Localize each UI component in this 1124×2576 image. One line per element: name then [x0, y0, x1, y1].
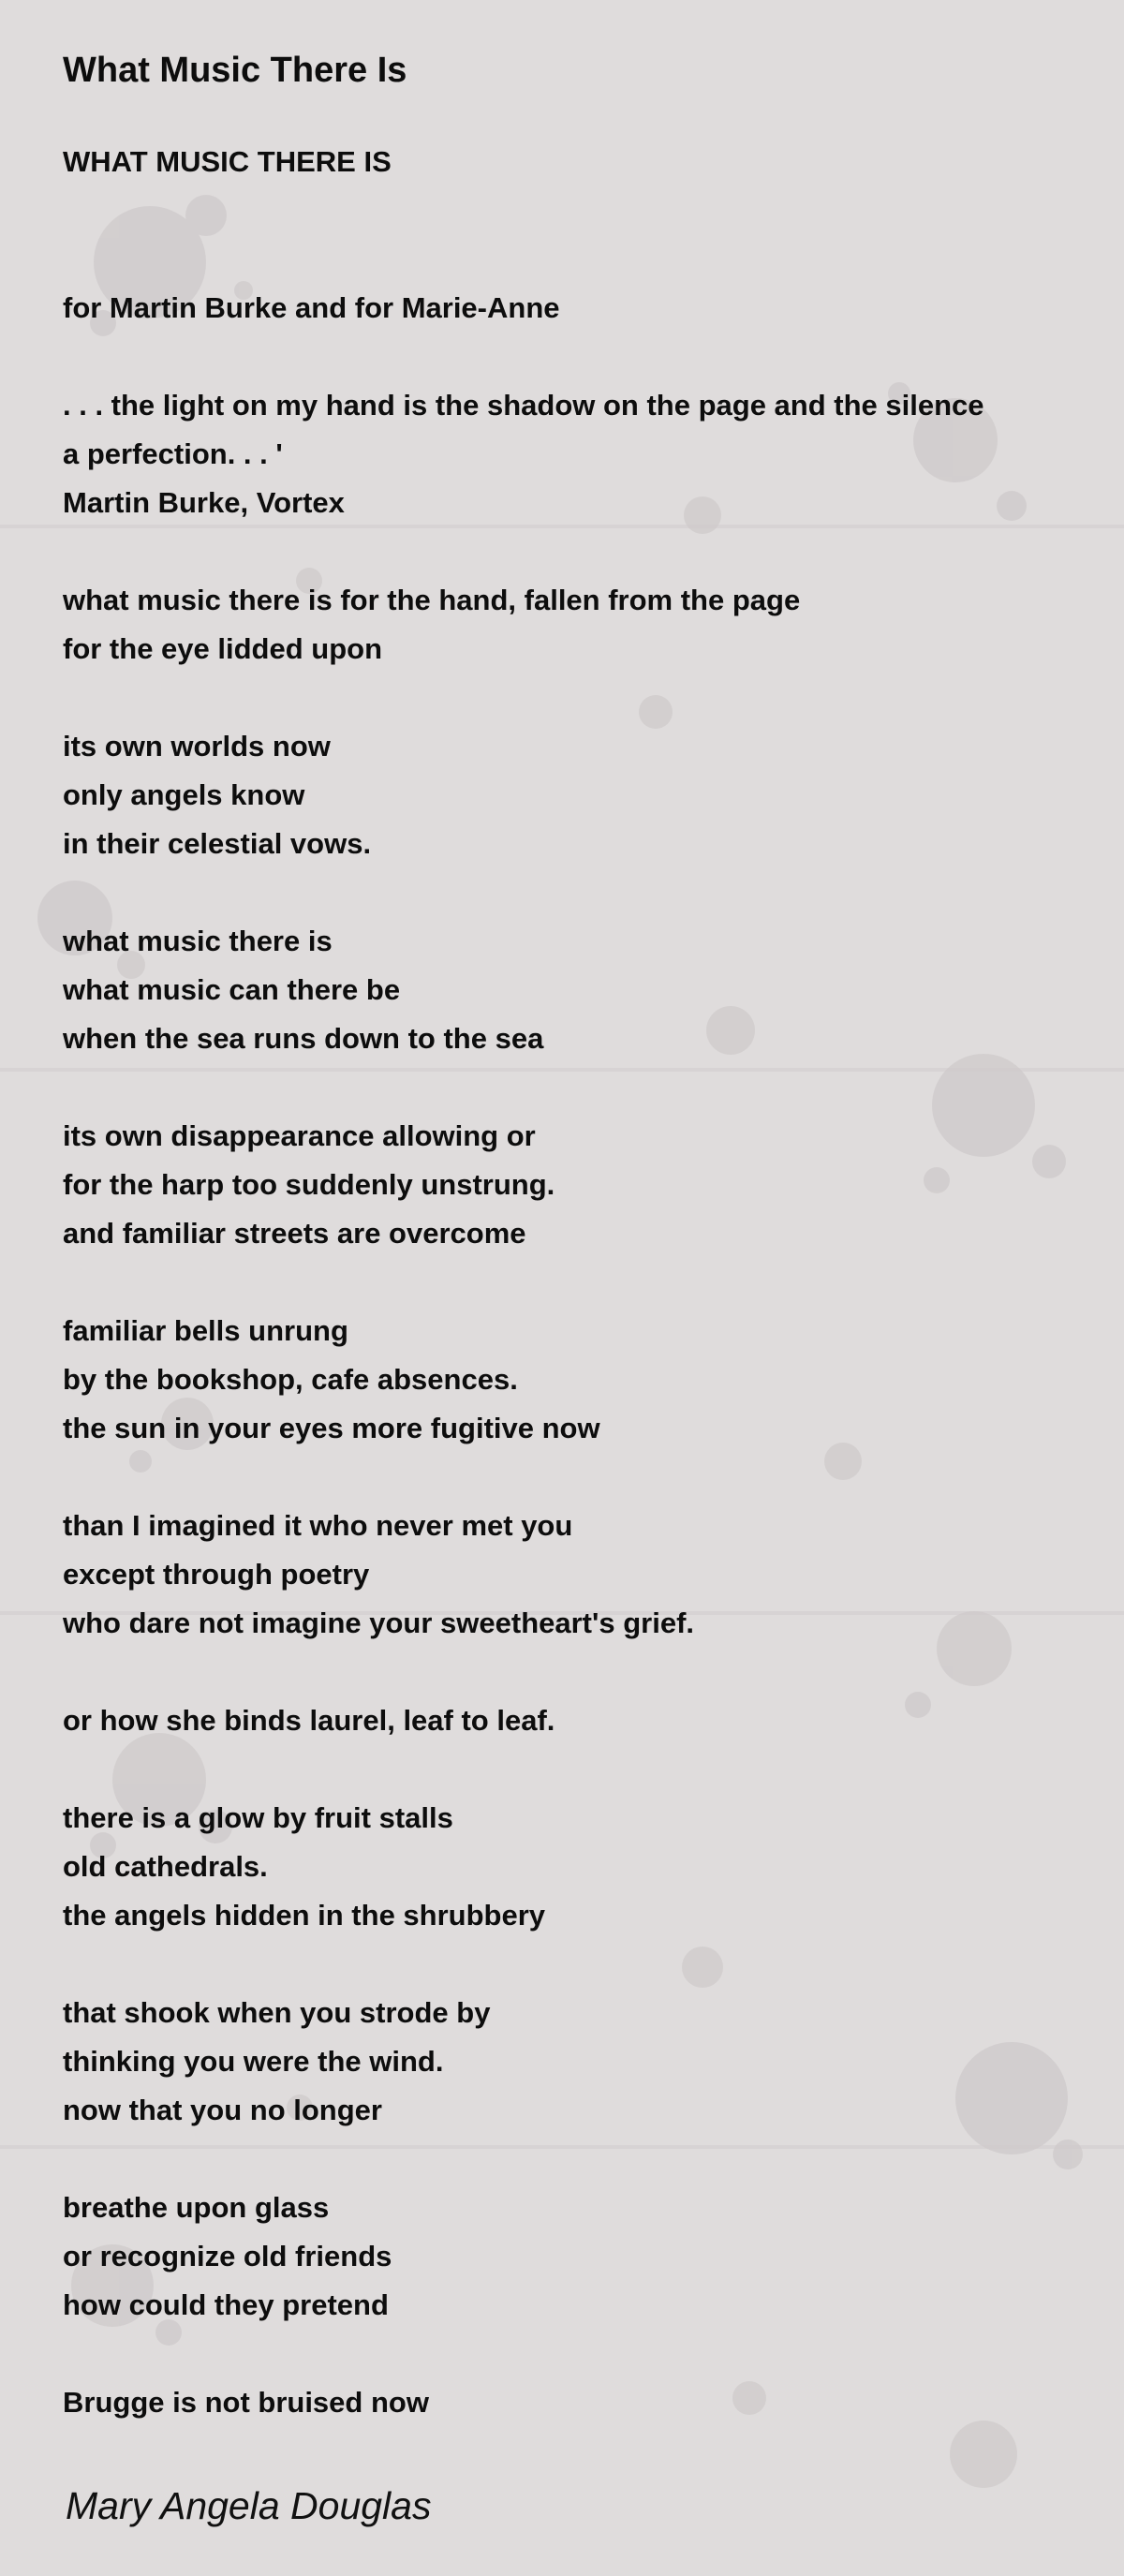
poem-line: breathe upon glass [63, 2191, 330, 2224]
poem-line: only angels know [63, 778, 305, 811]
poem-line: a perfection. . . ' [63, 437, 283, 470]
poem-line: . . . the light on my hand is the shadow on the page and the silence [63, 389, 984, 422]
poem-title: What Music There Is [63, 51, 407, 90]
poem-line: its own disappearance allowing or [63, 1119, 536, 1152]
poem-line: WHAT MUSIC THERE IS [63, 145, 392, 178]
poem-line: that shook when you strode by [63, 1996, 491, 2029]
stanza-break [63, 527, 1074, 576]
stanza-break [63, 235, 1074, 284]
poem-line: now that you no longer [63, 2094, 382, 2126]
poem-line: when the sea runs down to the sea [63, 1022, 544, 1055]
stanza-break [63, 1940, 1074, 1989]
stanza-break [63, 1258, 1074, 1307]
poem-line: what music can there be [63, 973, 401, 1006]
poem-line: old cathedrals. [63, 1850, 268, 1883]
poem-line: in their celestial vows. [63, 827, 372, 860]
poem-line: who dare not imagine your sweetheart's grief. [63, 1606, 695, 1639]
stanza-break [63, 2330, 1074, 2378]
poem-line: Brugge is not bruised now [63, 2386, 429, 2419]
stanza-break [63, 2135, 1074, 2184]
poem-line: for the eye lidded upon [63, 632, 383, 665]
stanza-break [63, 1063, 1074, 1112]
poem-line: Martin Burke, Vortex [63, 486, 345, 519]
poem-line: its own worlds now [63, 730, 331, 762]
poem-line: and familiar streets are overcome [63, 1217, 526, 1250]
stanza-break [63, 186, 1074, 235]
poem-line: for Martin Burke and for Marie-Anne [63, 291, 560, 324]
stanza-break [63, 1453, 1074, 1502]
poem-line: the sun in your eyes more fugitive now [63, 1412, 600, 1444]
poem-body [63, 138, 1074, 2427]
poem-line: except through poetry [63, 1558, 370, 1591]
stanza-break [63, 868, 1074, 917]
stanza-break [63, 1648, 1074, 1696]
poem-line: what music there is [63, 925, 333, 957]
poem-line: than I imagined it who never met you [63, 1509, 573, 1542]
poem-line: or recognize old friends [63, 2240, 392, 2273]
poem-author: Mary Angela Douglas [66, 2484, 432, 2527]
stanza-break [63, 333, 1074, 381]
poem-line: or how she binds laurel, leaf to leaf. [63, 1704, 555, 1737]
poem-line: the angels hidden in the shrubbery [63, 1899, 546, 1932]
poem-line: what music there is for the hand, fallen from the page [63, 584, 801, 616]
poem-line: familiar bells unrung [63, 1314, 348, 1347]
stanza-break [63, 674, 1074, 722]
poem-line: by the bookshop, cafe absences. [63, 1363, 518, 1396]
poem-line: for the harp too suddenly unstrung. [63, 1168, 555, 1201]
poem-line: thinking you were the wind. [63, 2045, 444, 2078]
stanza-break [63, 1745, 1074, 1794]
poem-line: how could they pretend [63, 2288, 389, 2321]
poem-line: there is a glow by fruit stalls [63, 1801, 453, 1834]
